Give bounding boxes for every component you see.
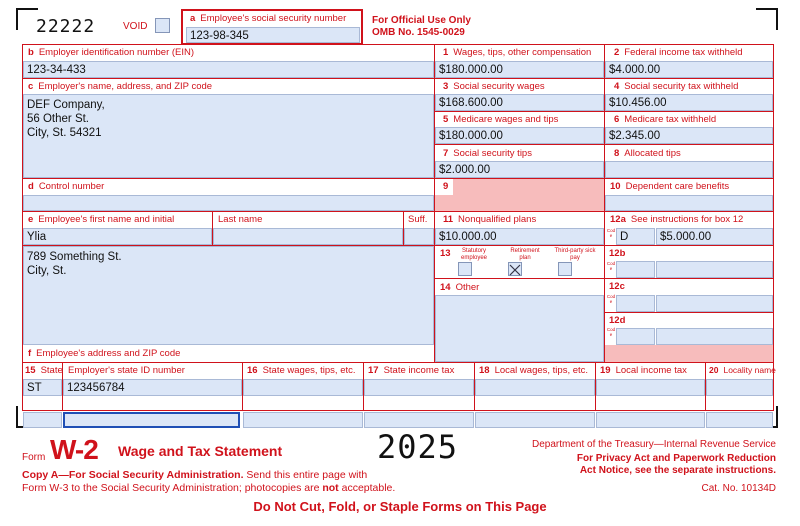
box-e-label: e Employee's first name and initial (28, 214, 175, 225)
statutory-label: Statutory employee (460, 248, 487, 261)
box-4-label: 4 Social security tax withheld (614, 81, 739, 92)
box-15-label: 15 State (25, 365, 63, 376)
box-18-label: 18 Local wages, tips, etc. (479, 365, 589, 376)
box-18-field-2[interactable] (475, 412, 595, 428)
crop-mark-top-right (756, 8, 778, 30)
retirement-label: Retirement plan (510, 248, 540, 261)
check-x-icon (509, 264, 521, 276)
suffix-field[interactable] (404, 228, 434, 245)
catalog-number: Cat. No. 10134D (701, 483, 776, 494)
employee-address-field[interactable]: 789 Something St. City, St. (23, 246, 434, 345)
box-9-label: 9 (443, 181, 449, 192)
box-16-label: 16 State wages, tips, etc. (247, 365, 356, 376)
box-10-label: 10 Dependent care benefits (610, 181, 730, 192)
sickpay-label: Third-party sick pay (554, 248, 596, 261)
box-19-field-2[interactable] (596, 412, 705, 428)
box-5-label: 5 Medicare wages and tips (443, 114, 559, 125)
do-not-cut-warning: Do Not Cut, Fold, or Staple Forms on This Page (253, 499, 547, 514)
control-number-field[interactable] (23, 195, 434, 211)
state-field-2[interactable] (23, 412, 62, 428)
box-a (181, 9, 363, 45)
box-20-label: 20 Locality name (709, 365, 776, 375)
box-2-field[interactable]: $4.000.00 (605, 61, 773, 78)
box-3-label: 3 Social security wages (443, 81, 545, 92)
suffix-label: Suff. (408, 214, 428, 225)
state-id-field[interactable]: 123456784 (63, 379, 242, 396)
box-5-field[interactable]: $180.000.00 (435, 127, 604, 144)
void-label: VOID (123, 21, 148, 32)
box-7-field[interactable]: $2.000.00 (435, 161, 604, 178)
void-checkbox[interactable] (155, 18, 170, 33)
ein-field[interactable]: 123-34-433 (23, 61, 434, 78)
ssn-field[interactable]: 123-98-345 (186, 27, 360, 43)
box-13-label: 13 (440, 248, 451, 259)
box-16-field-2[interactable] (243, 412, 363, 428)
box-12b-label: 12b (609, 248, 626, 259)
official-use-text: For Official Use Only OMB No. 1545-0029 (372, 15, 471, 38)
box-8-label: 8 Allocated tips (614, 148, 681, 159)
form-word: Form (22, 452, 46, 463)
box-6-label: 6 Medicare tax withheld (614, 114, 717, 125)
box-14-field[interactable] (435, 295, 604, 362)
last-name-field[interactable] (213, 228, 403, 245)
box-10-field[interactable] (605, 195, 773, 211)
box-9-shaded (453, 179, 604, 195)
box-12a-label: 12a See instructions for box 12 (610, 214, 744, 225)
box-2-label: 2 Federal income tax withheld (614, 47, 743, 58)
box-12d-label: 12d (609, 315, 626, 326)
box-17-field[interactable] (364, 379, 474, 396)
statutory-checkbox[interactable] (458, 262, 472, 276)
tax-year: 2025 (377, 428, 459, 466)
box-14-label: 14 Other (440, 282, 480, 293)
privacy-notice: For Privacy Act and Paperwork Reduction Act Notice, see the separate instructions. (576, 453, 776, 476)
box-20-field[interactable] (706, 379, 773, 396)
box-a-label: a Employee's social security number (190, 13, 347, 24)
box-17-label: 17 State income tax (368, 365, 455, 376)
box-11-label: 11 Nonqualified plans (443, 214, 537, 225)
last-name-label: Last name (218, 214, 263, 225)
form-title: Wage and Tax Statement (118, 443, 283, 459)
box-19-label: 19 Local income tax (600, 365, 687, 376)
box-12b-code[interactable] (616, 261, 655, 278)
copy-a-instructions: Copy A—For Social Security Administration. Send this entire page with Form W-3 to the Social Security Administration; photocopies are not acceptable. (22, 469, 396, 494)
box-12a-amount[interactable]: $5.000.00 (656, 228, 773, 245)
form-name: W-2 (50, 434, 98, 465)
box-b-label: b Employer identification number (EIN) (28, 47, 195, 58)
code-vertical-12b: Code (606, 261, 616, 271)
box-18-field[interactable] (475, 379, 595, 396)
box-d-label: d Control number (28, 181, 105, 192)
box-12-shaded (605, 345, 773, 362)
box-4-field[interactable]: $10.456.00 (605, 94, 773, 111)
box-12a-code[interactable]: D (616, 228, 655, 245)
box-19-field[interactable] (596, 379, 705, 396)
box-12c-code[interactable] (616, 295, 655, 312)
state-field[interactable]: ST (23, 379, 62, 396)
first-name-field[interactable]: Ylia (23, 228, 212, 245)
sickpay-checkbox[interactable] (558, 262, 572, 276)
box-7-label: 7 Social security tips (443, 148, 532, 159)
box-12d-code[interactable] (616, 328, 655, 345)
state-id-field-2[interactable] (63, 412, 240, 428)
box-17-field-2[interactable] (364, 412, 474, 428)
code-vertical-12d: Code (606, 327, 616, 337)
employer-address-field[interactable]: DEF Company, 56 Other St. City, St. 54321 (23, 94, 434, 178)
code-vertical-12c: Code (606, 294, 616, 304)
box-12b-amount[interactable] (656, 261, 773, 278)
box-11-field[interactable]: $10.000.00 (435, 228, 604, 245)
box-f-label: f Employee's address and ZIP code (28, 348, 181, 359)
box-6-field[interactable]: $2.345.00 (605, 127, 773, 144)
department: Department of the Treasury—Internal Revenue Service (531, 439, 776, 450)
box-12c-label: 12c (609, 281, 625, 292)
box-16-field[interactable] (243, 379, 363, 396)
box-1-label: 1 Wages, tips, other compensation (443, 47, 592, 58)
box-15-id-label: Employer's state ID number (68, 365, 185, 376)
box-12c-amount[interactable] (656, 295, 773, 312)
box-9-field[interactable] (435, 195, 604, 211)
box-12d-amount[interactable] (656, 328, 773, 345)
control-code: 22222 (36, 16, 96, 37)
box-20-field-2[interactable] (706, 412, 773, 428)
crop-mark-top-left (16, 8, 38, 30)
box-3-field[interactable]: $168.600.00 (435, 94, 604, 111)
box-c-label: c Employer's name, address, and ZIP code (28, 81, 213, 92)
code-vertical-12a: Code (606, 228, 616, 238)
box-1-field[interactable]: $180.000.00 (435, 61, 604, 78)
retirement-checkbox[interactable] (508, 262, 522, 276)
box-8-field[interactable] (605, 161, 773, 178)
